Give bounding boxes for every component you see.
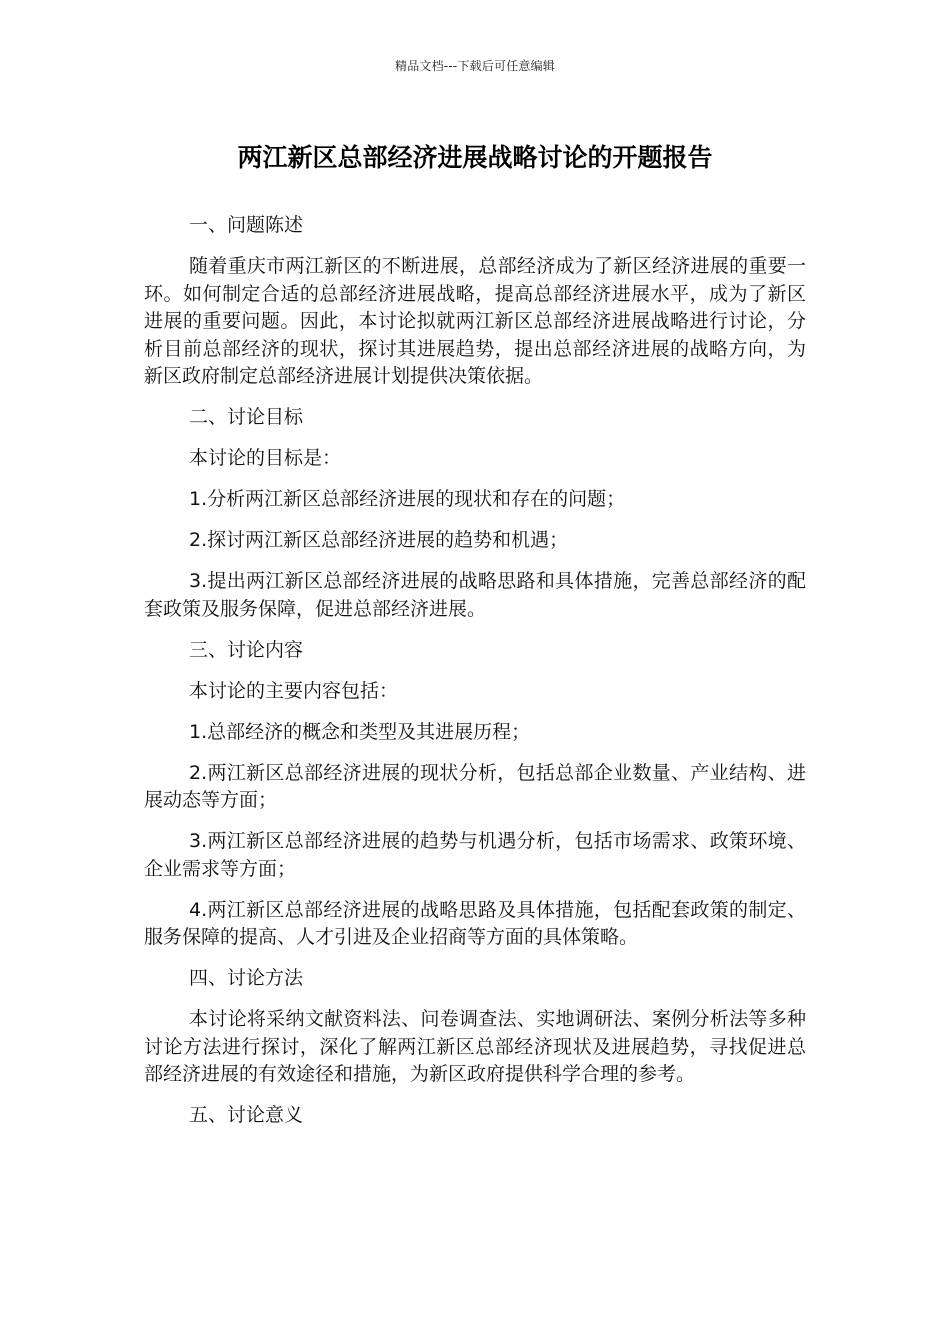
methods-paragraph: 本讨论将采纳文献资料法、问卷调查法、实地调研法、案例分析法等多种讨论方法进行探讨，深化了解两江新区总部经济现状及进展趋势，寻找促进总部经济进展的有效途径和措施，为新区政府提供科学合理的参考。 xyxy=(144,1008,806,1085)
document-body xyxy=(144,212,806,1143)
content-item-2: 2.两江新区总部经济进展的现状分析，包括总部企业数量、产业结构、进展动态等方面； xyxy=(144,761,806,811)
section-heading-methods: 四、讨论方法 xyxy=(189,967,304,989)
problem-paragraph: 随着重庆市两江新区的不断进展，总部经济成为了新区经济进展的重要一环。如何制定合适的总部经济进展战略，提高总部经济进展水平，成为了新区进展的重要问题。因此，本讨论拟就两江新区总部经济进展战略进行讨论，分析目前总部经济的现状，探讨其进展趋势，提出总部经济进展的战略方向，为新区政府制定总部经济进展计划提供决策依据。 xyxy=(144,255,806,387)
section-heading-content: 三、讨论内容 xyxy=(189,638,304,661)
document-title: 两江新区总部经济进展战略讨论的开题报告 xyxy=(237,143,713,172)
section-heading-goals: 二、讨论目标 xyxy=(189,406,304,428)
goals-intro: 本讨论的目标是： xyxy=(189,447,342,469)
goal-item-1: 1.分析两江新区总部经济进展的现状和存在的问题； xyxy=(189,488,626,510)
section-heading-problem: 一、问题陈述 xyxy=(189,214,304,236)
goal-item-3: 3.提出两江新区总部经济进展的战略思路和具体措施，完善总部经济的配套政策及服务保障，促进总部经济进展。 xyxy=(144,570,806,620)
section-heading-significance: 五、讨论意义 xyxy=(189,1104,304,1126)
content-item-4: 4.两江新区总部经济进展的战略思路及具体措施，包括配套政策的制定、服务保障的提高、人才引进及企业招商等方面的具体策略。 xyxy=(144,898,806,948)
header-note: 精品文档---下载后可任意编辑 xyxy=(395,59,555,73)
content-item-3: 3.两江新区总部经济进展的趋势与机遇分析，包括市场需求、政策环境、企业需求等方面； xyxy=(144,830,806,880)
content-item-1: 1.总部经济的概念和类型及其进展历程； xyxy=(189,720,531,743)
goal-item-2: 2.探讨两江新区总部经济进展的趋势和机遇； xyxy=(189,529,569,551)
content-intro: 本讨论的主要内容包括： xyxy=(189,679,399,702)
